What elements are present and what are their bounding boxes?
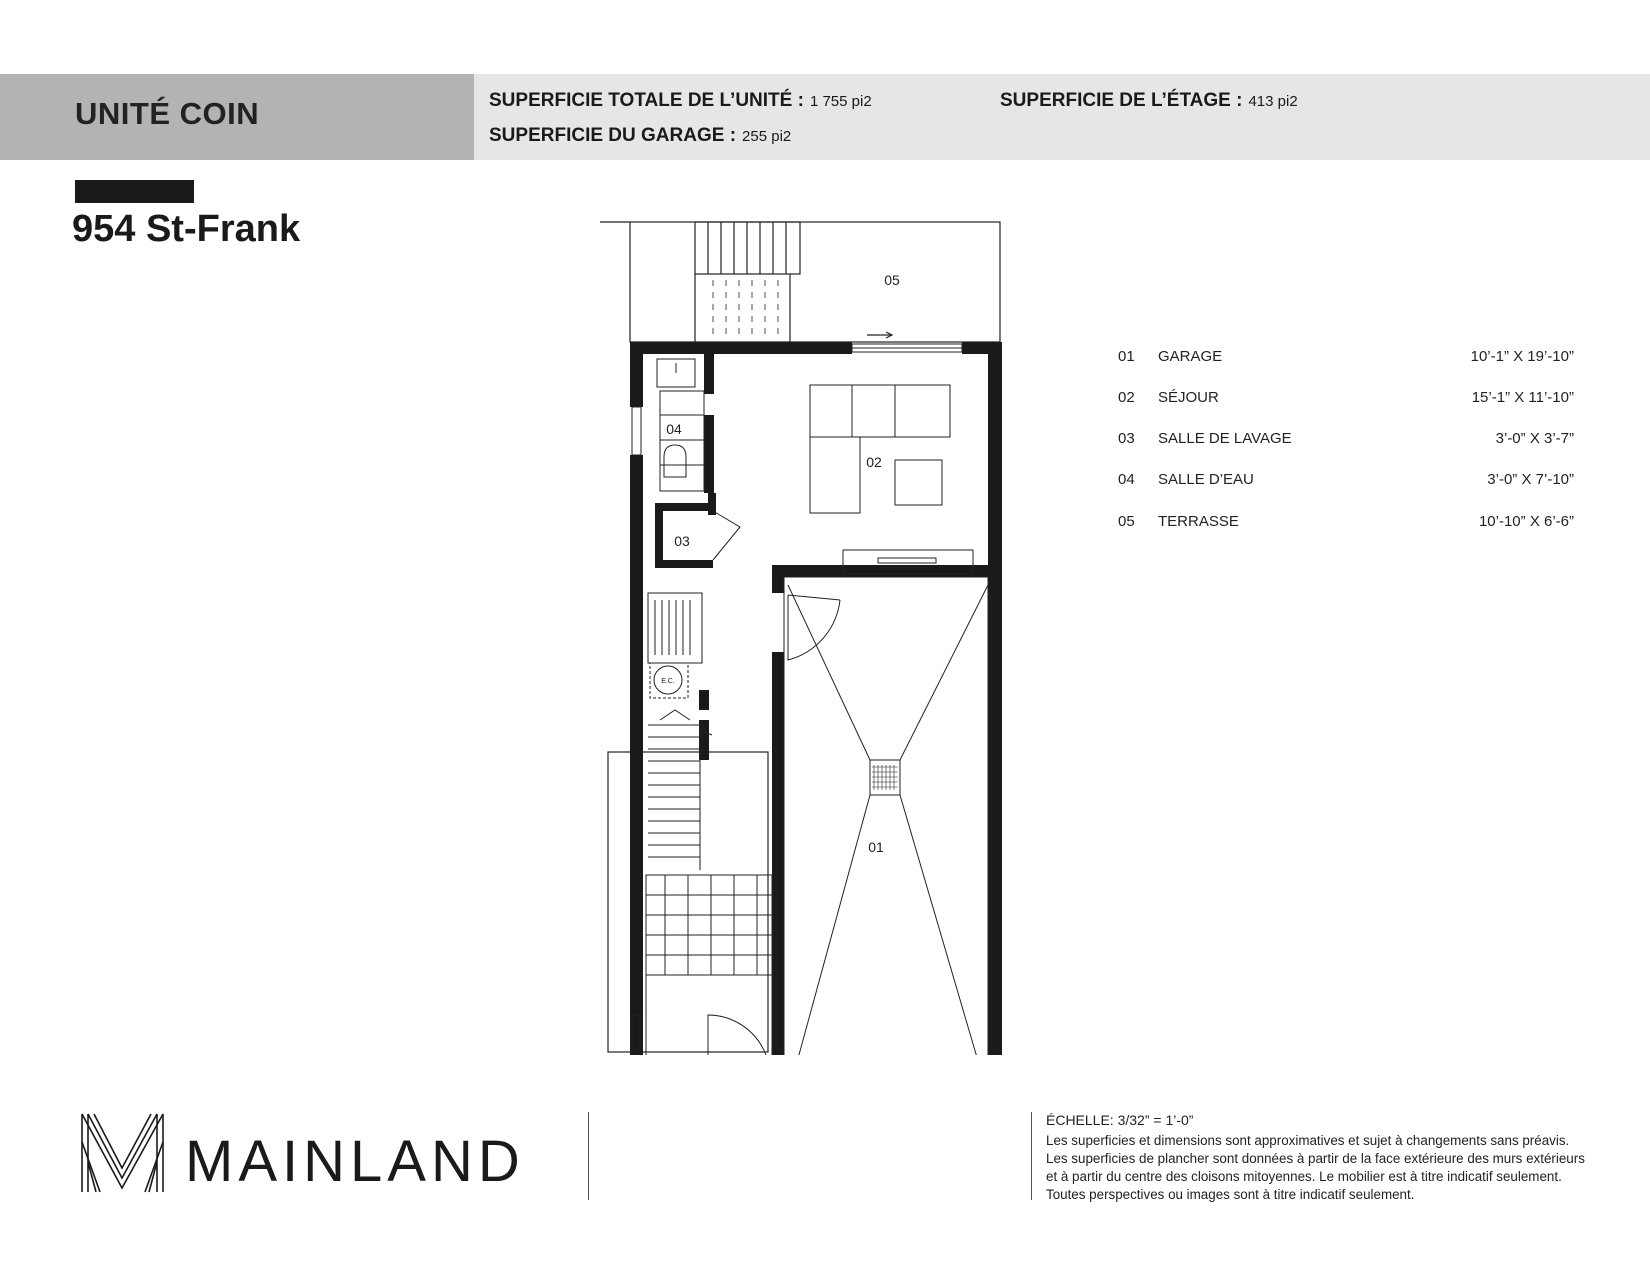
mainland-logo-icon [80,1112,165,1194]
plan-label-01: 01 [868,839,884,855]
room-number: 01 [1118,348,1135,365]
plan-label-02: 02 [866,454,882,470]
total-area-value: 1 755 pi2 [809,93,872,110]
room-name: SALLE DE LAVAGE [1158,430,1292,447]
total-area [489,90,872,112]
address-title: 954 St-Frank [72,208,301,250]
brand-wordmark: MAINLAND [185,1129,525,1194]
room-dimensions: 3’-0” X 7’-10” [1487,471,1574,488]
terrace-outline [630,222,1000,342]
header-area-panel [474,74,1650,160]
plan-label-03: 03 [674,533,690,549]
room-row [1118,389,1574,409]
room-dimensions: 10’-10” X 6’-6” [1478,513,1574,530]
room-row [1118,471,1574,491]
room-dimensions: 3’-0” X 3’-7” [1495,430,1574,447]
floor-plan [600,215,1020,1055]
room-name: GARAGE [1158,348,1223,365]
total-area-label: SUPERFICIE TOTALE DE L’UNITÉ : [489,90,804,111]
unit-type-title: UNITÉ COIN [75,96,260,131]
floor-area-label: SUPERFICIE DE L’ÉTAGE : [1000,90,1243,111]
plan-label-05: 05 [884,272,900,288]
room-number: 03 [1118,430,1135,447]
room-dimensions: 10’-1” X 19’-10” [1470,348,1574,365]
footer-divider [1031,1112,1032,1200]
room-name: SALLE D’EAU [1158,471,1254,488]
garage-area-value: 255 pi2 [742,128,792,145]
plan-label-ec: E.C. [661,678,675,685]
disclaimer-text: Les superficies et dimensions sont approximatives et sujet à changements sans préavis. Les superficies de plancher sont données à partir de la face extérieure des murs extérieurs et à partir du centre des cloisons mitoyennes. Le mobilier est à titre indicatif seulement. Toutes perspectives ou images sont à titre indicatif seulement. [1046,1133,1585,1202]
plan-label-04: 04 [666,421,682,437]
room-row [1118,513,1574,533]
scale-note: ÉCHELLE: 3/32” = 1’-0” [1046,1112,1194,1128]
title-accent-bar [75,180,194,203]
room-dimensions: 15’-1” X 11’-10” [1471,389,1574,406]
room-name: TERRASSE [1158,513,1239,530]
room-number: 04 [1118,471,1135,488]
room-number: 05 [1118,513,1135,530]
garage-area-label: SUPERFICIE DU GARAGE : [489,125,737,146]
room-row [1118,348,1574,368]
garage-area [489,125,791,147]
room-number: 02 [1118,389,1135,406]
floor-area-value: 413 pi2 [1248,93,1298,110]
room-name: SÉJOUR [1158,389,1219,406]
footer-divider [588,1112,589,1200]
floor-area [1000,90,1298,112]
room-row [1118,430,1574,450]
